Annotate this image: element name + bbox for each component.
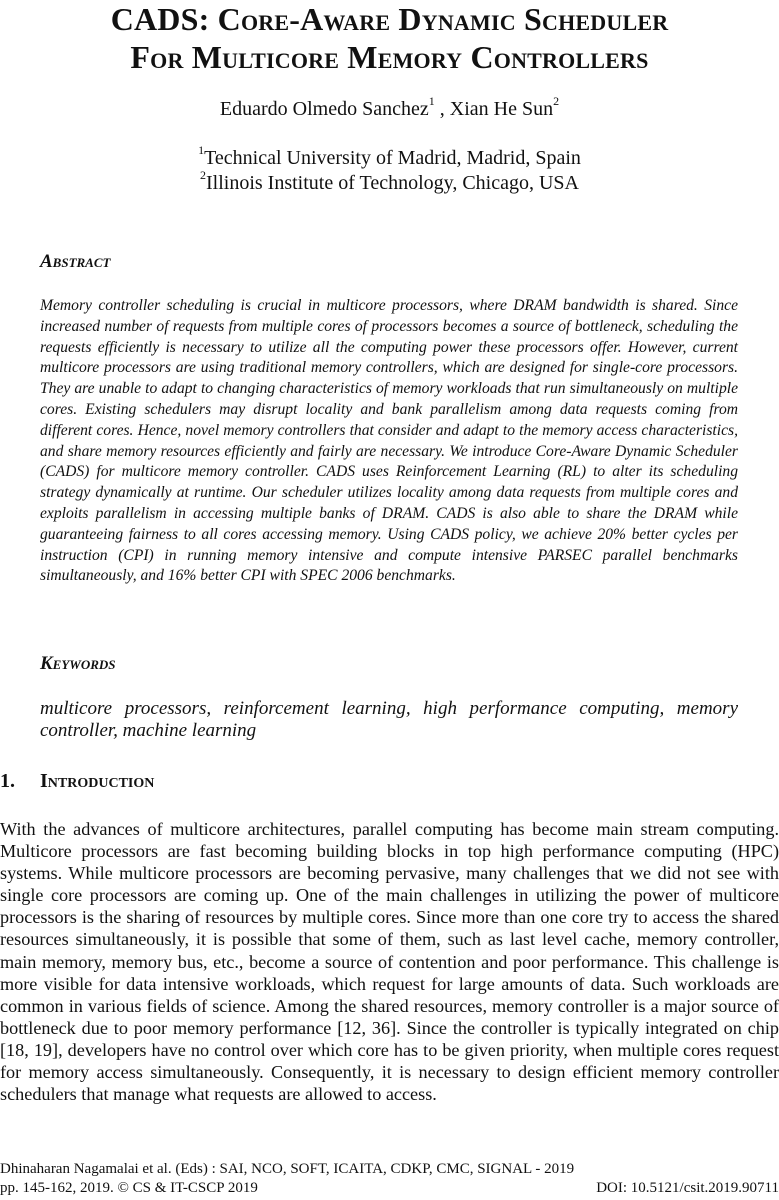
section-number: 1. xyxy=(0,770,15,792)
affiliation-mark: 2 xyxy=(199,168,206,183)
footer-doi: DOI: 10.5121/csit.2019.90711 xyxy=(596,1180,779,1196)
page-footer xyxy=(0,1160,779,1198)
author-affiliation-mark: 2 xyxy=(553,94,560,109)
affiliation-mark: 1 xyxy=(198,143,205,158)
title-line-2: For Multicore Memory Controllers xyxy=(130,39,649,75)
footer-proceedings: Dhinaharan Nagamalai et al. (Eds) : SAI, NCO, SOFT, ICAITA, CDKP, CMC, SIGNAL - 2019 xyxy=(0,1161,575,1177)
abstract-heading: Abstract xyxy=(40,251,111,272)
section-heading xyxy=(0,770,154,793)
affiliation-line xyxy=(0,168,779,196)
author-list xyxy=(0,96,779,122)
author-separator: , xyxy=(434,98,450,120)
author-name: Eduardo Olmedo Sanchez xyxy=(219,98,429,120)
footer-row xyxy=(0,1179,779,1198)
abstract-text: Memory controller scheduling is crucial in multicore processors, where DRAM bandwidth is shared. Since increased number of requests from multiple cores of processors becomes a source of bottleneck, scheduling the requests efficiently is necessary to utilize all the computing power these processors offer. However, current multicore processors are using traditional memory controllers, which are designed for single-core processors. They are unable to adapt to changing characteristics of memory workloads that run simultaneously on multiple cores. Existing schedulers may disrupt locality and bank parallelism among data requests coming from different cores. Hence, novel memory controllers that consider and adapt to the memory access characteristics, and share memory resources efficiently and fairly are necessary. We introduce Core-Aware Dynamic Scheduler (CADS) for multicore memory controller. CADS uses Reinforcement Learning (RL) to alter its scheduling strategy dynamically at runtime. Our scheduler utilizes locality among data requests from multiple cores and exploits parallelism in accessing multiple banks of DRAM. CADS is also able to share the DRAM while guaranteeing fairness to all cores accessing memory. Using CADS policy, we achieve 20% better cycles per instruction (CPI) in running memory intensive and compute intensive PARSEC parallel benchmarks simultaneously, and 16% better CPI with SPEC 2006 benchmarks. xyxy=(40,297,738,585)
keywords-text: multicore processors, reinforcement learning, high performance computing, memory controller, machine learning xyxy=(40,698,738,741)
introduction-text: With the advances of multicore architectures, parallel computing has become main stream computing. Multicore processors are fast becoming building blocks in top high performance computing (HPC) systems. While multicore processors are becoming pervasive, many challenges that we did not see with single core processors are coming up. One of the main challenges in utilizing the power of multicore processors is the sharing of resources by multiple cores. Since more than one core try to access the shared resources simultaneously, it is possible that some of them, such as last level cache, memory controller, main memory, memory bus, etc., become a source of contention and poor performance. This challenge is more visible for data intensive workloads, which request for large amounts of data. Such workloads are common in various fields of science. Among the shared resources, memory controller is a major source of bottleneck due to poor memory performance [12, 36]. Since the controller is typically integrated on chip [18, 19], developers have no control over which core has to be given priority, when multiple cores request for memory access simultaneously. Consequently, it is necessary to design efficient memory controller schedulers that manage what requests are allowed to access. xyxy=(0,819,779,1105)
affiliations xyxy=(0,143,779,196)
title-line-1: CADS: Core-Aware Dynamic Scheduler xyxy=(110,1,669,37)
footer-pages: pp. 145-162, 2019. © CS & IT-CSCP 2019 xyxy=(0,1180,258,1196)
keywords-heading: Keywords xyxy=(40,653,116,674)
affiliation-text: Illinois Institute of Technology, Chicago, USA xyxy=(205,172,579,194)
section-title: Introduction xyxy=(40,770,155,792)
affiliation-line xyxy=(0,143,779,171)
affiliation-text: Technical University of Madrid, Madrid, Spain xyxy=(204,147,581,169)
paper-title xyxy=(0,0,779,76)
author-name: Xian He Sun xyxy=(449,98,554,120)
author-affiliation-mark: 1 xyxy=(428,94,435,109)
